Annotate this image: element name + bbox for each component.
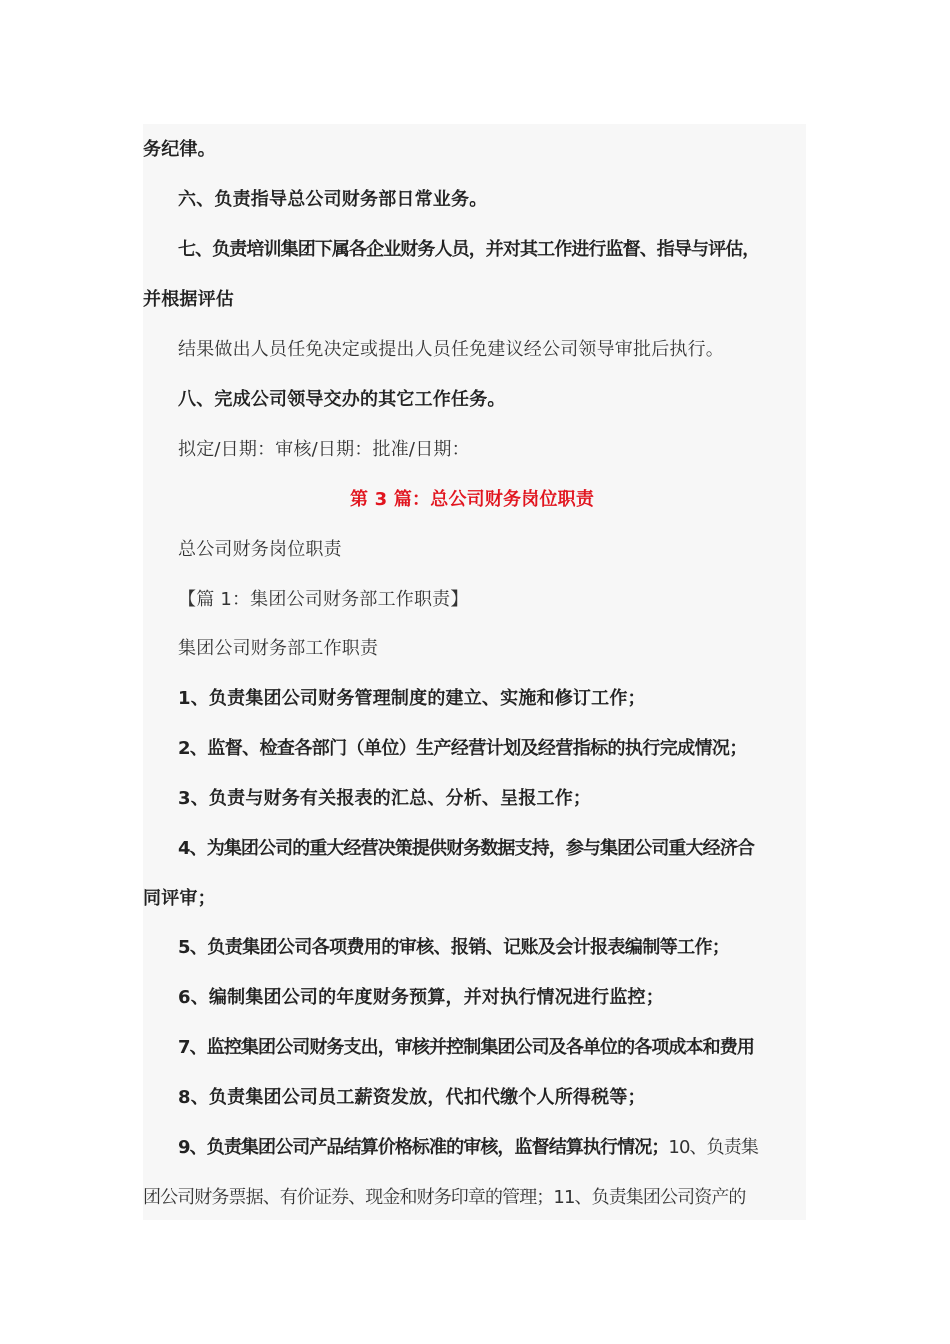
list-item-normal-part: 10、负责集 [668, 1137, 758, 1158]
section-heading: 第 3 篇：总公司财务岗位职责 [350, 489, 595, 510]
list-item-mixed [178, 1135, 758, 1161]
list-item: 4、为集团公司的重大经营决策提供财务数据支持，参与集团公司重大经济合 [178, 838, 754, 859]
text-line: 八、完成公司领导交办的其它工作任务。 [178, 389, 506, 410]
text-line: 结果做出人员任免决定或提出人员任免建议经公司领导审批后执行。 [178, 339, 724, 360]
text-line: 并根据评估 [143, 289, 234, 310]
text-line: 务纪律。 [143, 139, 216, 160]
text-line: 团公司财务票据、有价证券、现金和财务印章的管理；11、负责集团公司资产的 [143, 1187, 746, 1208]
list-item: 5、负责集团公司各项费用的审核、报销、记账及会计报表编制等工作； [178, 937, 730, 958]
text-line: 总公司财务岗位职责 [178, 539, 342, 560]
list-item: 6、编制集团公司的年度财务预算，并对执行情况进行监控； [178, 987, 664, 1008]
list-item: 1、负责集团公司财务管理制度的建立、实施和修订工作； [178, 688, 646, 709]
list-item: 3、负责与财务有关报表的汇总、分析、呈报工作； [178, 788, 592, 809]
text-line: 六、负责指导总公司财务部日常业务。 [178, 189, 488, 210]
text-line: 同评审； [143, 888, 216, 909]
list-item: 2、监督、检查各部门（单位）生产经营计划及经营指标的执行完成情况； [178, 738, 747, 759]
list-item: 8、负责集团公司员工薪资发放，代扣代缴个人所得税等； [178, 1087, 646, 1108]
list-item-bold-part: 9、负责集团公司产品结算价格标准的审核，监督结算执行情况； [178, 1137, 669, 1158]
list-item: 7、监控集团公司财务支出，审核并控制集团公司及各单位的各项成本和费用 [178, 1037, 754, 1058]
text-line: 集团公司财务部工作职责 [178, 638, 379, 659]
text-line: 拟定/日期：审核/日期：批准/日期： [178, 439, 470, 460]
text-line: 七、负责培训集团下属各企业财务人员，并对其工作进行监督、指导与评估， [178, 239, 760, 260]
text-line: 【篇 1：集团公司财务部工作职责】 [178, 589, 469, 610]
